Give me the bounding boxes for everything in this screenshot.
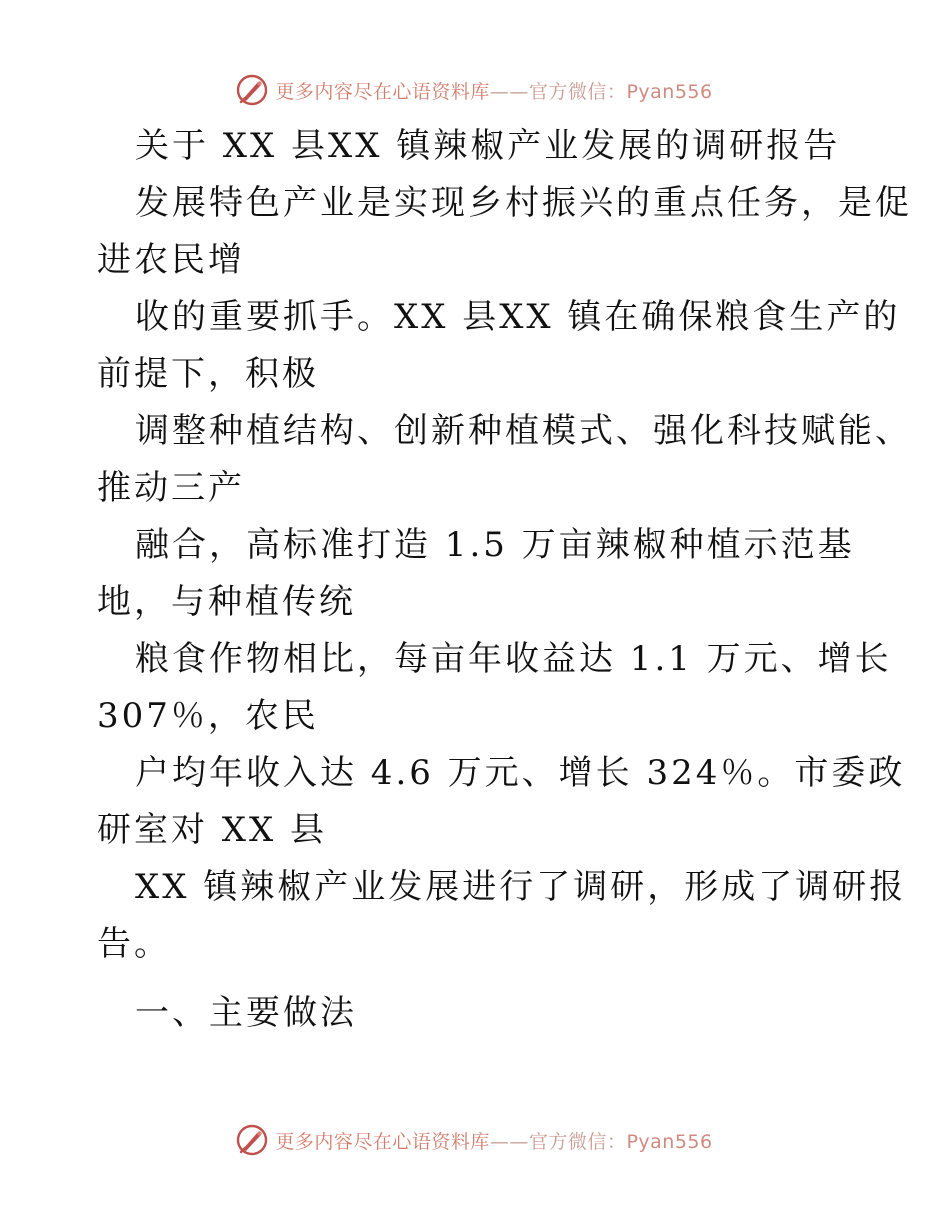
paragraph-line: 进农民增 [97, 240, 245, 280]
quill-pen-logo-icon [235, 73, 269, 107]
paragraph-line: 粮食作物相比，每亩年收益达 1.1 万元、增长 [135, 639, 892, 679]
paragraph-line: 推动三产 [97, 468, 245, 508]
banner-text [275, 1127, 712, 1154]
footer-banner [0, 1120, 950, 1160]
quill-pen-logo-icon [235, 1123, 269, 1157]
paragraph-line: 307％，农民 [97, 696, 319, 736]
banner-separator: —— [489, 80, 529, 103]
banner-wechat-label: 官方微信： [528, 1130, 627, 1153]
paragraph-line: 收的重要抓手。XX 县XX 镇在确保粮食生产的 [135, 297, 901, 337]
paragraph-line: 告。 [97, 924, 171, 964]
banner-wechat-id: Pyan556 [626, 80, 713, 103]
header-banner-content [235, 73, 712, 107]
banner-brand-text: 更多内容尽在心语资料库 [275, 1130, 490, 1153]
paragraph-line: 研室对 XX 县 [97, 810, 328, 850]
banner-wechat-id: Pyan556 [626, 1130, 713, 1153]
document-title: 关于 XX 县XX 镇辣椒产业发展的调研报告 [135, 126, 841, 166]
header-banner [0, 70, 950, 110]
section-heading: 一、主要做法 [135, 993, 357, 1033]
paragraph-gap [97, 973, 857, 985]
paragraph-line: 调整种植结构、创新种植模式、强化科技赋能、 [135, 411, 912, 451]
paragraph-line: 前提下，积极 [97, 354, 319, 394]
paragraph-line: 户均年收入达 4.6 万元、增长 324％。市委政 [135, 753, 906, 793]
document-body [97, 118, 912, 1042]
paragraph-line: 地，与种植传统 [97, 582, 356, 622]
banner-text [275, 77, 712, 104]
banner-separator: —— [489, 1130, 529, 1153]
paragraph-line: 融合，高标准打造 1.5 万亩辣椒种植示范基 [135, 525, 855, 565]
paragraph-line: XX 镇辣椒产业发展进行了调研，形成了调研报 [135, 867, 907, 907]
banner-brand-text: 更多内容尽在心语资料库 [275, 80, 490, 103]
banner-wechat-label: 官方微信： [528, 80, 627, 103]
paragraph-line: 发展特色产业是实现乡村振兴的重点任务，是促 [135, 183, 912, 223]
footer-banner-content [235, 1123, 712, 1157]
